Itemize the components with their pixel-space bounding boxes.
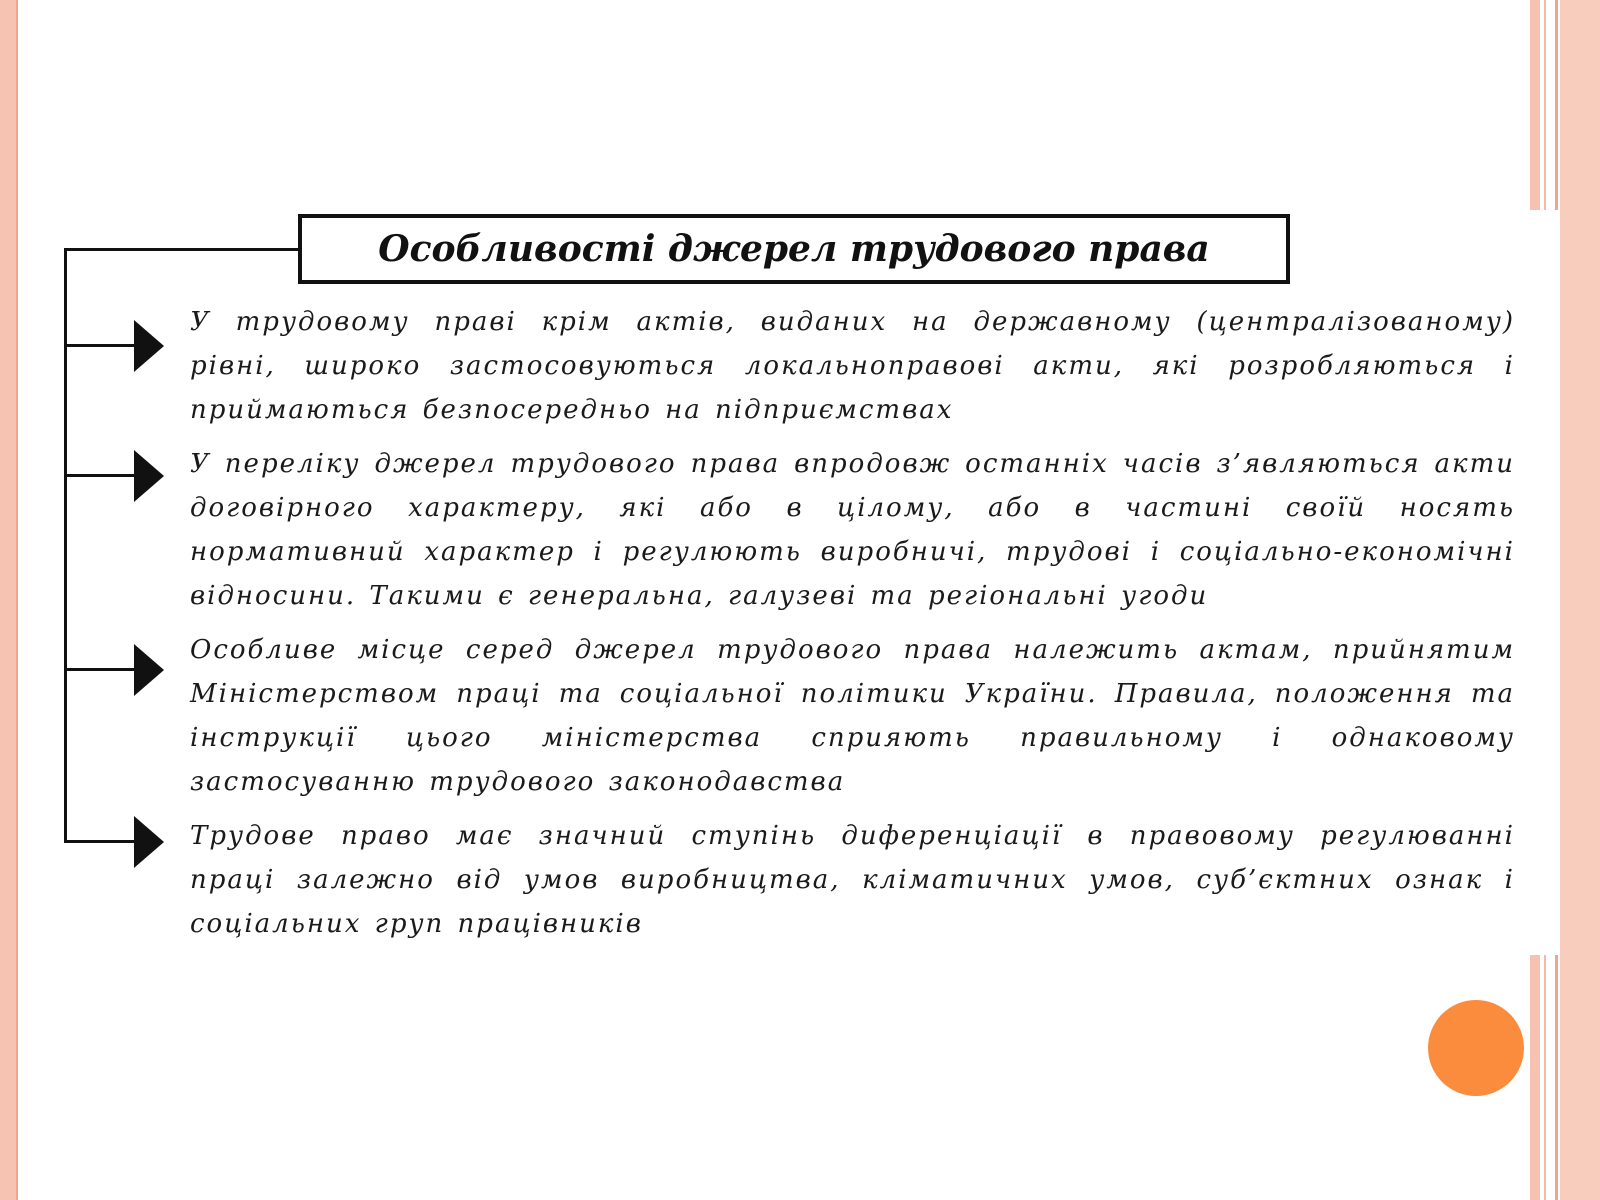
arrow-right-icon [134, 450, 164, 502]
left-decorative-border [0, 0, 18, 1200]
branch-line [64, 668, 136, 671]
branch-line [64, 344, 136, 347]
arrow-right-icon [134, 644, 164, 696]
right-decorative-stripe [1560, 0, 1600, 1200]
connector-vertical [64, 248, 67, 842]
list-item: У трудовому праві крім актів, виданих на державному (централізованому) рівні, широко застосовуються локальноправові акти, які розробляються і приймаються безпосередньо на підприємствах [190, 307, 1515, 425]
branch-line [64, 474, 136, 477]
branch-line [64, 840, 136, 843]
diagram-title-text: Особливості джерел трудового права [378, 228, 1210, 270]
connector-top [64, 248, 298, 251]
diagram-title [298, 214, 1290, 284]
arrow-right-icon [134, 816, 164, 868]
list-item: У переліку джерел трудового права впродовж останніх часів з’являються акти договірного характеру, які або в цілому, або в частині своїй носять нормативний характер і регулюють виробничі, трудові і соціально-економічні відносини. Такими є генеральна, галузеві та регіональні угоди [190, 449, 1515, 611]
list-item: Особливе місце серед джерел трудового права належить актам, прийнятим Міністерством праці та соціальної політики України. Правила, положення та інструкції цього міністерства сприяють правильному і однаковому застосуванню трудового законодавства [190, 635, 1515, 797]
list-item: Трудове право має значний ступінь диференціації в правовому регулюванні праці залежно від умов виробництва, кліматичних умов, суб’єктних ознак і соціальних груп працівників [190, 821, 1515, 939]
arrow-right-icon [134, 320, 164, 372]
orange-accent-dot [1428, 1000, 1524, 1096]
